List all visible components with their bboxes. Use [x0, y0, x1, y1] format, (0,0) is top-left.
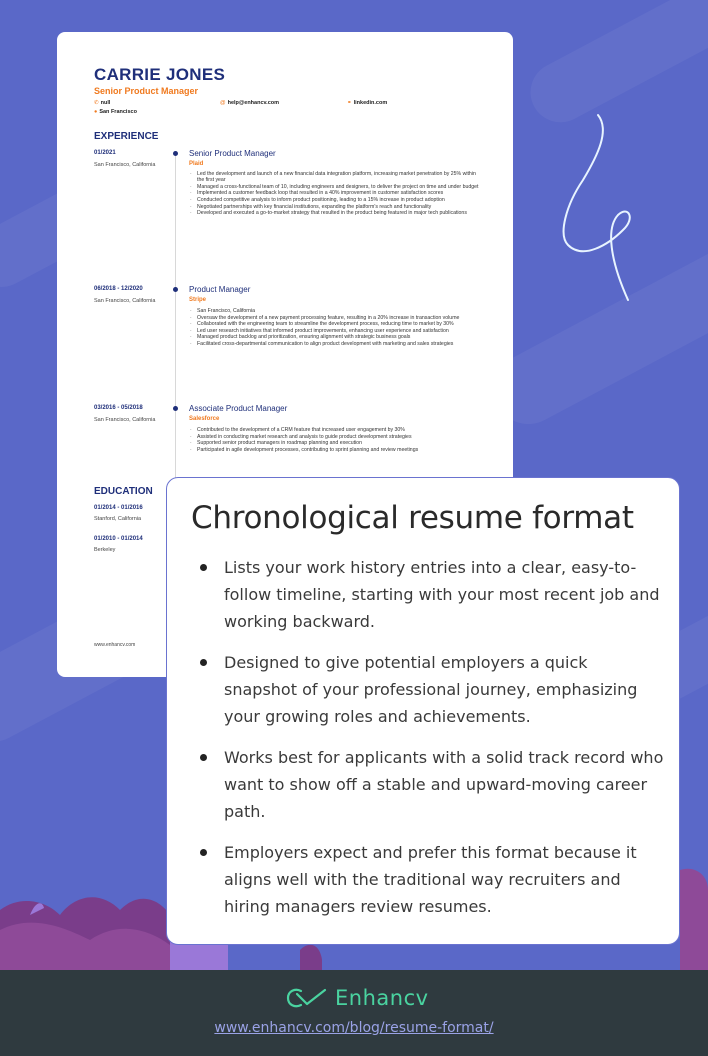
education-dates: 01/2010 - 01/2014: [94, 536, 143, 542]
page-footer: [0, 970, 708, 1056]
list-item: · Contributed to the development of a CRM feature that increased user engagement by 30%: [189, 427, 479, 433]
blog-link[interactable]: www.enhancv.com/blog/resume-format/: [214, 1020, 494, 1036]
job-role: Associate Product Manager: [189, 404, 288, 413]
card-points: [197, 554, 665, 934]
job-bullets: [189, 171, 479, 217]
job-role: Senior Product Manager: [189, 149, 276, 158]
job-location: San Francisco, California: [94, 417, 156, 423]
timeline-dot: [173, 287, 178, 292]
list-item: · Oversaw the development of a new payment processing feature, resulting in a 20% increase in transaction volume: [189, 315, 479, 321]
list-item: · San Francisco, California: [189, 308, 479, 314]
resume-linkedin: ⚭ linkedin.com: [347, 100, 388, 106]
experience-heading: EXPERIENCE: [94, 131, 159, 142]
education-location: Stanford, California: [94, 516, 142, 522]
list-item: · Conducted competitive analysis to inform product positioning, leading to a 15% increase in product adoption: [189, 197, 479, 203]
phone-icon: ✆: [94, 100, 99, 106]
job-dates: 01/2021: [94, 150, 116, 156]
card-title: Chronological resume format: [191, 500, 634, 536]
job-location: San Francisco, California: [94, 162, 156, 168]
at-icon: @: [220, 100, 226, 106]
job-location: San Francisco, California: [94, 298, 156, 304]
job-bullets: [189, 308, 479, 348]
list-item: · Assisted in conducting market research and analysis to guide product development strategies: [189, 434, 479, 440]
resume-location: ● San Francisco: [94, 109, 137, 115]
list-item: · Managed product backlog and prioritization, ensuring alignment with strategic business goals: [189, 334, 479, 340]
list-item: · Managed a cross-functional team of 10, including engineers and designers, to deliver the project on time and under budget: [189, 184, 479, 190]
job-bullets: [189, 427, 479, 453]
squiggle-decoration: [548, 110, 638, 310]
timeline-dot: [173, 406, 178, 411]
list-item: · Developed and executed a go-to-market strategy that resulted in the product being featured in major tech publications: [189, 210, 479, 216]
brand-name: Enhancv: [335, 986, 429, 1010]
resume-name: CARRIE JONES: [94, 65, 226, 84]
list-item: Designed to give potential employers a quick snapshot of your professional journey, emphasizing your growing roles and achievements.: [197, 649, 665, 730]
education-heading: EDUCATION: [94, 486, 153, 497]
list-item: · Led the development and launch of a new financial data integration platform, increasing market penetration by 25% within the first year: [189, 171, 479, 183]
list-item: Works best for applicants with a solid track record who want to show off a stable and upward-moving career path.: [197, 744, 665, 825]
list-item: · Collaborated with the engineering team to streamline the development process, reducing time to market by 30%: [189, 321, 479, 327]
enhancv-logo-icon: [285, 986, 329, 1010]
job-dates: 03/2016 - 05/2018: [94, 405, 143, 411]
enhancv-logo[interactable]: [285, 985, 429, 1011]
list-item: · Implemented a customer feedback loop that resulted in a 40% improvement in customer satisfaction scores: [189, 190, 479, 196]
job-dates: 06/2018 - 12/2020: [94, 286, 143, 292]
list-item: · Facilitated cross-departmental communication to align product development with marketing and sales strategies: [189, 341, 479, 347]
list-item: · Supported senior product managers in roadmap planning and execution: [189, 440, 479, 446]
resume-footer: www.enhancv.com: [94, 642, 136, 648]
list-item: · Led user research initiatives that informed product improvements, enhancing user experience and satisfaction: [189, 328, 479, 334]
education-dates: 01/2014 - 01/2016: [94, 505, 143, 511]
education-location: Berkeley: [94, 547, 116, 553]
job-company: Stripe: [189, 297, 207, 303]
list-item: · Participated in agile development processes, contributing to sprint planning and review meetings: [189, 447, 479, 453]
resume-title: Senior Product Manager: [94, 86, 199, 96]
list-item: · Negotiated partnerships with key financial institutions, expanding the platform's reach and functionality: [189, 204, 479, 210]
list-item: Lists your work history entries into a clear, easy-to-follow timeline, starting with your most recent job and working backward.: [197, 554, 665, 635]
resume-phone: ✆ null: [94, 100, 111, 106]
info-card: [166, 477, 680, 945]
timeline-line: [175, 154, 176, 499]
list-item: Employers expect and prefer this format because it aligns well with the traditional way recruiters and hiring managers review resumes.: [197, 839, 665, 920]
job-company: Salesforce: [189, 416, 220, 422]
resume-email: @ help@enhancv.com: [220, 100, 280, 106]
job-company: Plaid: [189, 161, 204, 167]
link-icon: ⚭: [347, 100, 352, 106]
location-pin-icon: ●: [94, 109, 98, 115]
job-role: Product Manager: [189, 285, 251, 294]
timeline-dot: [173, 151, 178, 156]
